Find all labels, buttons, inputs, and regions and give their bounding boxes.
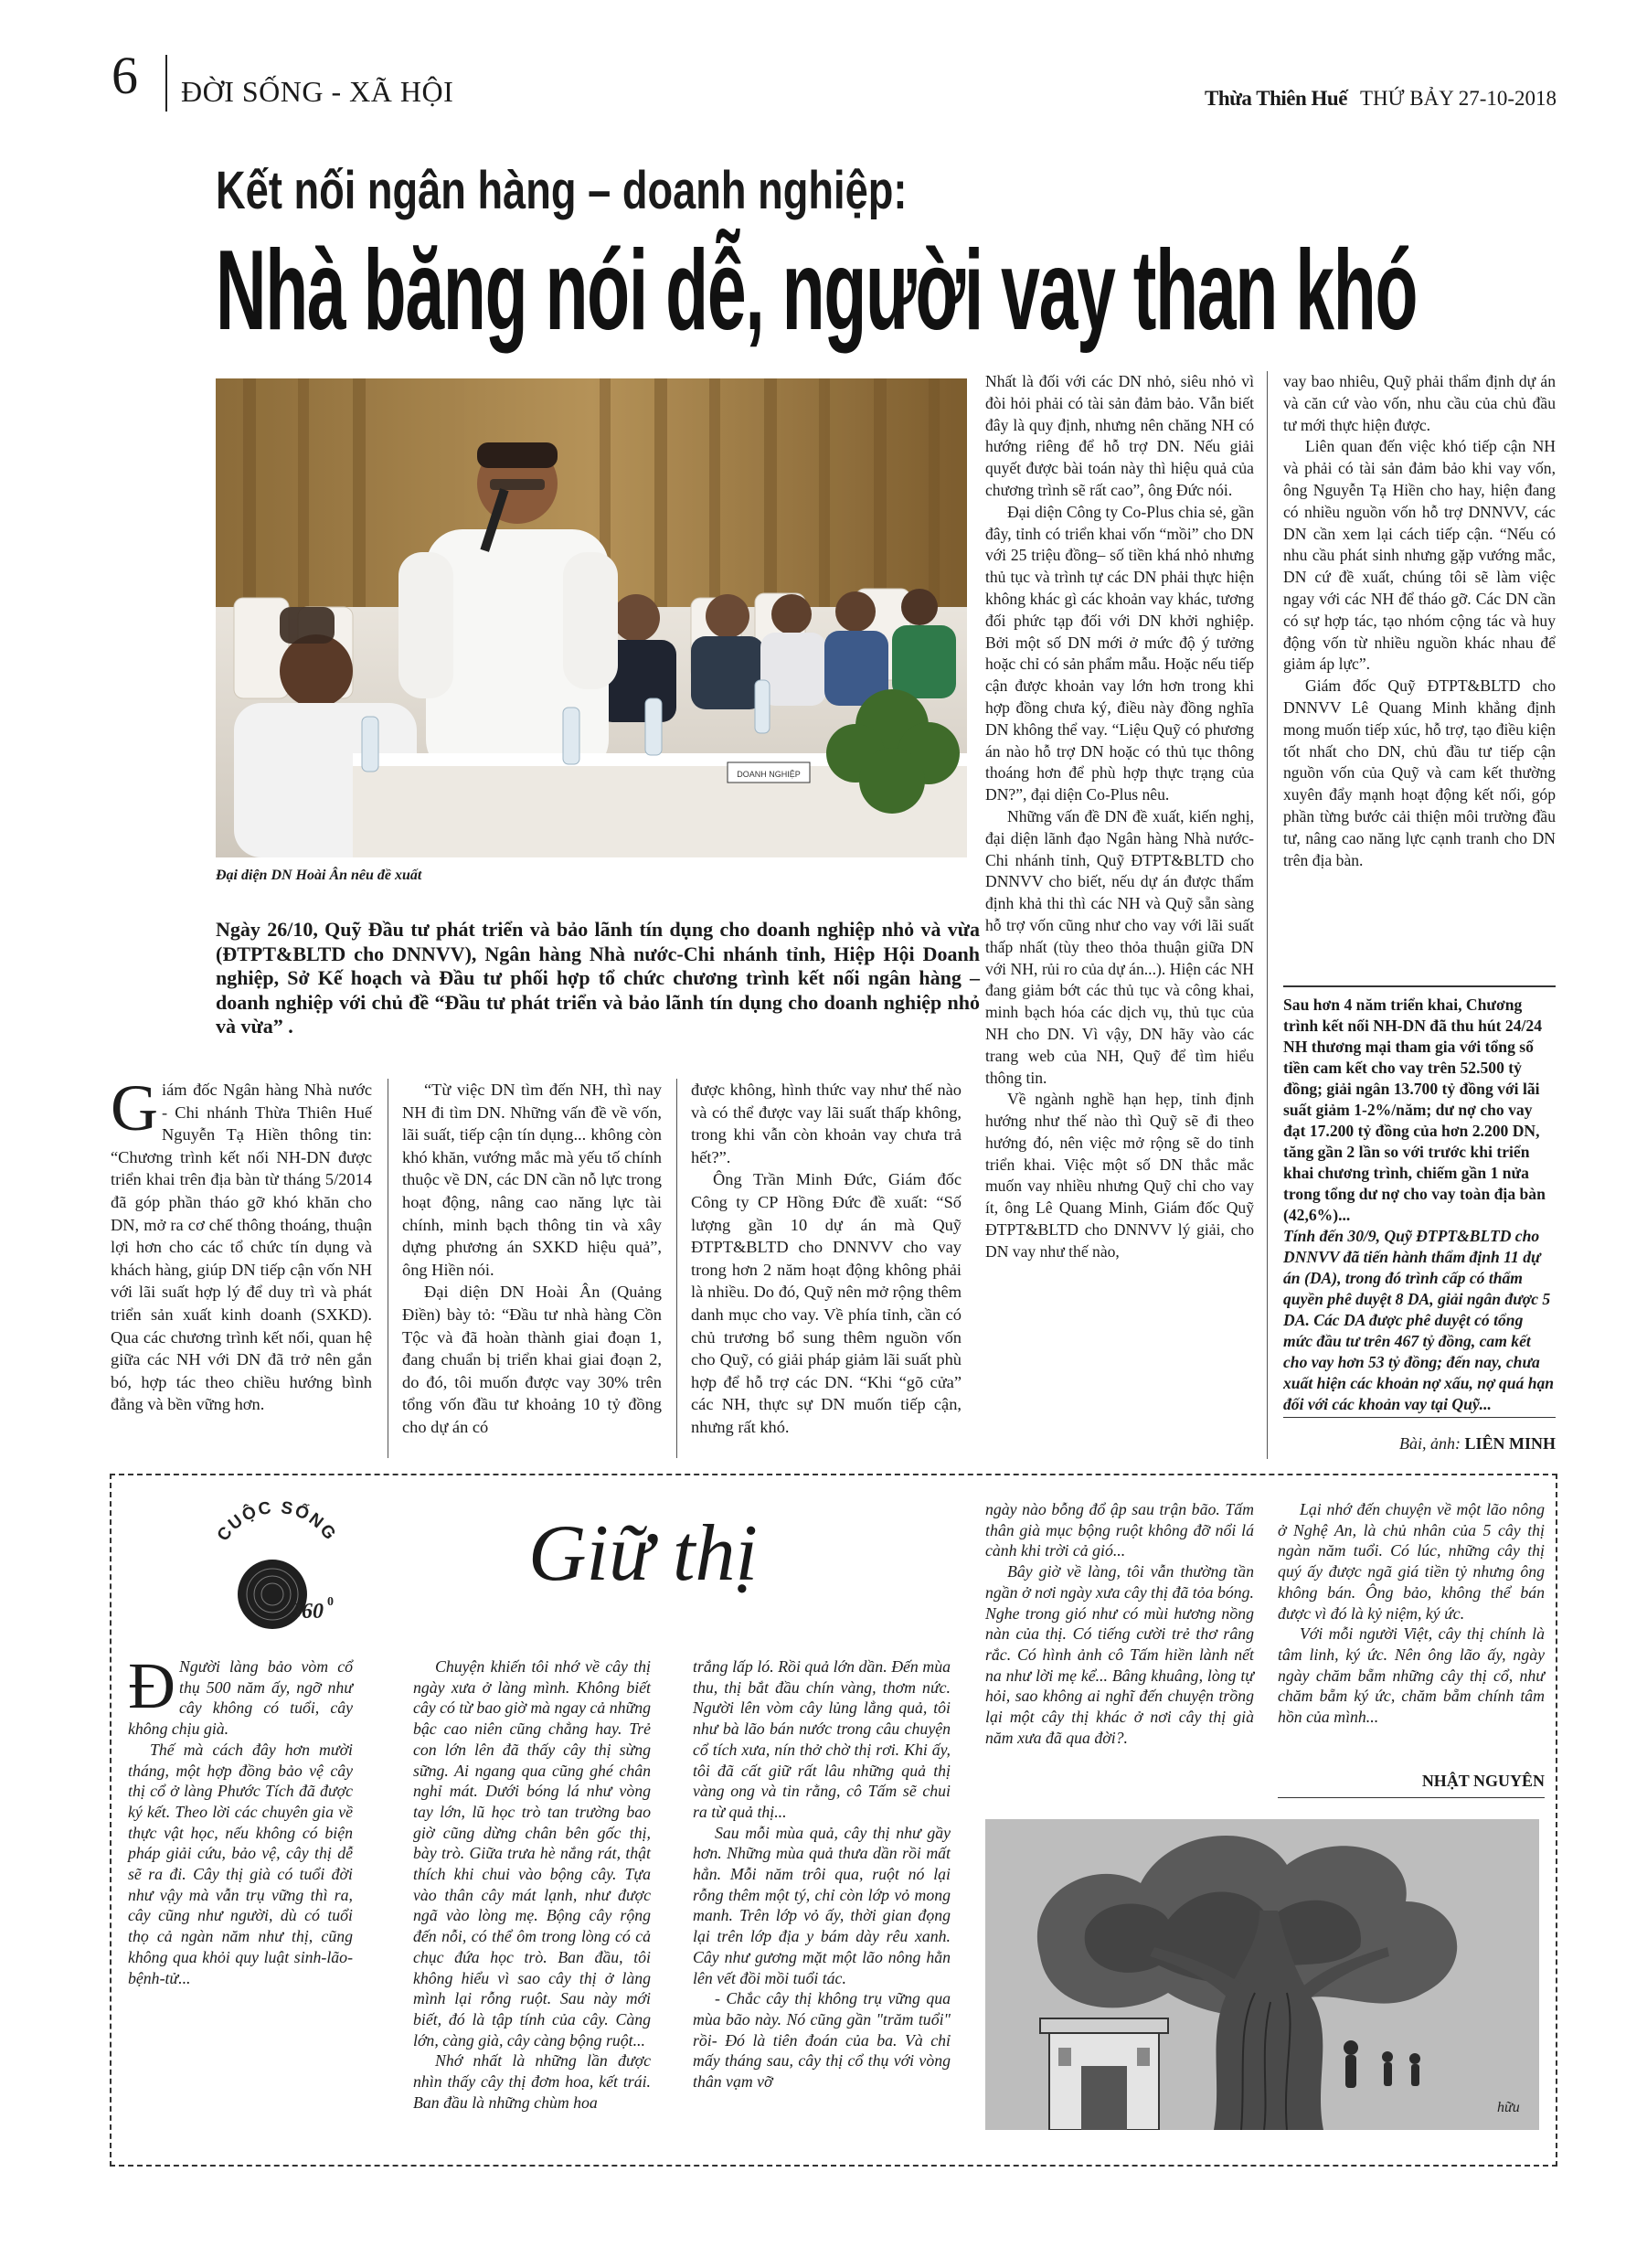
cuoc-song-360-logo <box>199 1499 355 1636</box>
paragraph: Về ngành nghề hạn hẹp, tỉnh định hướng như thế nào thì Quỹ sẽ đi theo hướng đó, nên việc mở rộng sẽ do tỉnh triển khai. Việc một số DN thắc mắc muốn vay nhiều nhưng Quỹ chỉ cho vay ít, ông Lê Quang Minh, Giám đốc Quỹ ĐTPT&BLTD cho DNNVV lý giải, cho DN vay như thế nào, <box>985 1090 1254 1261</box>
article-column-2 <box>402 1079 662 1439</box>
feature-byline-rule <box>1278 1797 1545 1798</box>
logo-text: CUỘC SỐNG <box>213 1499 341 1545</box>
stats-paragraph: Tính đến 30/9, Quỹ ĐTPT&BLTD cho DNNVV đã tiến hành thẩm định 11 dự án (DA), trong đó trình cấp có thẩm quyền phê duyệt 8 DA, giải ngân được 5 DA. Các DA được phê duyệt có tổng mức đầu tư trên 467 tỷ đồng, cam kết cho vay hơn 53 tỷ đồng; đến nay, chưa xuất hiện các khoản nợ xấu, nợ quá hạn đối với các khoản vay tại Quỹ... <box>1283 1227 1555 1413</box>
box-bottom-rule <box>1283 1417 1556 1418</box>
paragraph: Nhất là đối với các DN nhỏ, siêu nhỏ vì đòi hỏi phải có tài sản đảm bảo. Vẫn biết đây là quy định, nhưng nên chăng NH có hướng riêng để hỗ trợ DN. Nếu giải quyết được bài toán này thì hiệu quả của chương trình sẽ rất cao”, ông Đức nói. <box>985 372 1254 499</box>
feature-column-5 <box>1278 1499 1545 1728</box>
paragraph: iám đốc Ngân hàng Nhà nước - Chi nhánh Thừa Thiên Huế Nguyễn Tạ Hiền thông tin: “Chương trình kết nối NH-DN được triển khai trên địa bàn từ tháng 5/2014 đã góp phần tháo gỡ khó khăn cho DN, mở ra cơ chế thông thoáng, thuận lợi hơn cho các tổ chức tín dụng và khách hàng, giúp DN tiếp cận vốn NH với lãi suất hợp lý để duy trì và phát triển sản xuất kinh doanh (SXKD). Qua các chương trình kết nối, quan hệ giữa các NH với DN đã trở nên gắn bó, hợp tác theo chiều hướng bình đẳng và bền vững hơn. <box>111 1081 372 1414</box>
article-photo <box>216 378 967 857</box>
byline <box>1283 1433 1556 1453</box>
paragraph: vay bao nhiêu, Quỹ phải thẩm định dự án và căn cứ vào vốn, nhu cầu của chủ đầu tư mới thực hiện được. <box>1283 372 1556 434</box>
paragraph: Sau mỗi mùa quả, cây thị như gầy hơn. Những mùa quả thưa dần rồi mất hẳn. Mỗi năm trôi qua, ruột nó lại rỗng thêm một tý, chỉ còn lớp vỏ mong manh. Trên lớp vỏ ấy, thời gian đọng lại trên lớp địa y bám dày rêu xanh. Cây như gương mặt một lão nông hằn lên vết đồi mồi tuổi tác. <box>693 1823 951 1987</box>
paragraph: Ông Trần Minh Đức, Giám đốc Công ty CP Hồng Đức đề xuất: “Số lượng gần 10 dự án mà Quỹ ĐTPT&BLTD cho DNNVV cho vay trong hơn 2 năm hoạt động không phải là nhiều. Do đó, Quỹ nên mở rộng thêm danh mục cho vay. Về phía tỉnh, cần có chủ trương bổ sung thêm nguồn vốn cho Quỹ, có giải pháp giảm lãi suất phù hợp để hỗ trợ các DN. “Khi “gõ cửa” các NH, thực sự DN muốn tiếp cận, nhưng rất khó. <box>691 1170 962 1436</box>
paragraph: Thế mà cách đây hơn mười tháng, một hợp đồng bảo vệ cây thị cổ ở làng Phước Tích đã được ký kết. Theo lời các chuyên gia về thực vật học, nếu không có biện pháp giải cứu, bảo vệ, cây thị dễ sẽ ra đi. Cây thị già có tuổi đời như vậy mà vẫn trụ vững thì ra, cây cũng như người, dù có tuổi thọ cả ngàn năm như thị, cũng không qua khỏi quy luật sinh-lão-bệnh-tử... <box>128 1740 353 1987</box>
article-column-5 <box>1283 371 1556 871</box>
article-column-3 <box>691 1079 962 1439</box>
feature-column-3 <box>693 1656 951 2092</box>
paragraph: Những vấn đề DN đề xuất, kiến nghị, đại diện lãnh đạo Ngân hàng Nhà nước-Chi nhánh tỉnh, Quỹ ĐTPT&BLTD cho DNNVV cho biết, nếu dự án được thẩm định khả thi thì các NH và Quỹ sẵn sàng hỗ trợ vốn cũng như cho vay với lãi suất thấp nhất (tùy theo thỏa thuận giữa DN với NH, rủi ro của dự án...). Hiện các NH đang giảm bớt các thủ tục và công khai, minh bạch hóa các dịch vụ, thủ tục của NH cho DN. Vì vậy, DN hãy vào các trang web của NH, Quỹ để tìm hiểu thông tin. <box>985 806 1254 1087</box>
byline-label: Bài, ảnh: <box>1398 1434 1461 1453</box>
article-column-1 <box>111 1071 372 1416</box>
byline-name: LIÊN MINH <box>1464 1434 1556 1453</box>
paragraph: được không, hình thức vay như thế nào và có thể được vay lãi suất thấp không, trong khi vẫn còn khoản vay chưa trả hết?”. <box>691 1081 962 1166</box>
page-number: 6 <box>112 46 138 105</box>
paragraph: - Chắc cây thị không trụ vững qua mùa bão này. Nó cũng gần "trăm tuổi" rồi- Đó là tiên đoán của ba. Và chỉ mấy tháng sau, cây thị cổ thụ với vòng thân vạm vỡ <box>693 1989 951 2092</box>
issue-date: THỨ BẢY 27-10-2018 <box>1360 87 1557 110</box>
article-lead: Ngày 26/10, Quỹ Đầu tư phát triển và bảo lãnh tín dụng cho doanh nghiệp nhỏ và vừa (ĐTPT&BLTD cho DNNVV), Ngân hàng Nhà nước-Chi nhánh tỉnh, Hiệp Hội Doanh nghiệp, Sở Kế hoạch và Đầu tư phối hợp tổ chức chương trình kết nối ngân hàng – doanh nghiệp với chủ đề “Đầu tư phát triển và bảo lãnh tín dụng cho doanh nghiệp nhỏ và vừa” . <box>216 918 980 1038</box>
column-rule <box>1267 371 1268 1459</box>
logo-degree: 0 <box>327 1595 334 1609</box>
paragraph: Nhớ nhất là những lần được nhìn thấy cây thị đơm hoa, kết trái. Ban đầu là những chùm hoa <box>413 2051 651 2112</box>
feature-column-4 <box>985 1499 1254 1748</box>
dropcap: Đ <box>128 1649 175 1722</box>
paragraph: Bây giờ về làng, tôi vẫn thường tần ngần ở nơi ngày xưa cây thị đã tỏa bóng. Nghe trong gió như có mùi hương nồng nàn của thị. Có tiếng cười trẻ thơ râng rắc. Có hình ảnh cô Tấm hiền lành nết na như lời mẹ kể... Bâng khuâng, lòng tự hỏi, sao không ai nghĩ đến chuyện trồng lại một cây thị khác ở nơi cây thị già năm xưa đã qua đời?. <box>985 1562 1254 1747</box>
paragraph: trắng lấp ló. Rồi quả lớn dần. Đến mùa thu, thị bắt đầu chín vàng, thơm nức. Người lên vòm cây lủng lẳng quả, tôi như bà lão bán nước trong câu chuyện cổ tích xưa, nín thở chờ thị rơi. Khi ấy, tôi đã cất giữ rất lâu những quả thị vàng ong và tin rằng, cô Tấm sẽ chui ra từ quả thị... <box>693 1657 951 1821</box>
paragraph: Đại diện Công ty Co-Plus chia sẻ, gần đây, tỉnh có triển khai vốn “mồi” cho DN với 25 triệu đồng– số tiền khá nhỏ nhưng thủ tục và trình tự các DN phải thực hiện không khác gì các khoản vay khác, tương đối phức tạp đối với DN khởi nghiệp. Bởi một số DN mới ở mức độ ý tưởng hoặc chỉ có sản phẩm mẫu. Hoặc nếu tiếp cận được khoản vay lớn hơn trong khi hợp đồng chưa ký, điều này đồng nghĩa DN không thể vay. “Liệu Quỹ có phương án nào hỗ trợ DN hoặc có thủ tục thông thoáng hơn để phù hợp thực trạng của DN?”, đại diện Co-Plus nêu. <box>985 502 1254 804</box>
paragraph: Người làng bảo vòm cổ thụ 500 năm ấy, ngỡ như cây không có tuổi, cây không chịu già. <box>128 1657 353 1739</box>
tree-illustration <box>985 1819 1539 2130</box>
paragraph: Đại diện DN Hoài Ân (Quảng Điền) bày tỏ: “Đầu tư nhà hàng Cồn Tộc và đã hoàn thành giai đoạn 1, đang chuẩn bị triển khai giai đoạn 2, do đó, tôi muốn được vay 30% trên tổng vốn đầu tư khoảng 10 tỷ đồng cho dự án có <box>402 1283 662 1436</box>
photo-graphic <box>216 378 967 857</box>
photo-nameplate: DOANH NGHIỆP <box>737 770 801 779</box>
photo-caption: Đại diện DN Hoài Ân nêu đề xuất <box>216 868 422 883</box>
feature-byline: NHẬT NGUYÊN <box>1421 1772 1545 1790</box>
paragraph: Liên quan đến việc khó tiếp cận NH và phải có tài sản đảm bảo khi vay vốn, ông Nguyễn Tạ Hiền cho hay, hiện đang có nhiều nguồn vốn hỗ trợ DNNVV, các DN cần xem lại cách tiếp cận. “Nếu có nhu cầu phát sinh nhưng gặp vướng mắc, DN cứ đề xuất, chúng tôi sẽ làm việc ngay với các NH để tháo gỡ. Các DN cần có sự hợp tác, tạo nhóm cộng tác và huy động vốn từ nhiều nguồn khác nhau để giảm áp lực”. <box>1283 437 1556 674</box>
paragraph: Lại nhớ đến chuyện về một lão nông ở Nghệ An, là chủ nhân của 5 cây thị ngàn năm tuổi. Có lúc, những cây thị quý ấy được ngã giá tiền tỷ nhưng ông không bán. Ông bảo, không thể bán được vì đó là kỷ niệm, ký ức. <box>1278 1500 1545 1623</box>
paragraph: Với mỗi người Việt, cây thị chính là tâm linh, ký ức. Nên ông lão ấy, ngày ngày chăm bẵm những cây thị cổ, như chăm bẵm ký ức, chăm bẵm chính tâm hồn của mình... <box>1278 1624 1545 1727</box>
logo-number: 360 <box>291 1600 324 1624</box>
section-title: ĐỜI SỐNG - XÃ HỘI <box>181 75 454 108</box>
box-top-rule <box>1283 985 1556 987</box>
stats-paragraph: Sau hơn 4 năm triển khai, Chương trình kết nối NH-DN đã thu hút 24/24 NH thương mại tham gia với tổng số tiền cam kết cho vay trên 52.500 tỷ đồng; giải ngân 13.700 tỷ đồng với lãi suất giảm 1-2%/năm; dư nợ cho vay đạt 17.200 tỷ đồng của hơn 2.200 DN, tăng gần 2 lần so với trước khi triển khai chương trình, chiếm gần 1 nửa trong tổng dư nợ cho vay toàn địa bàn (42,6%)... <box>1283 996 1546 1224</box>
svg-text:CUỘC SỐNG <box>214 1499 340 1545</box>
illustration-signature: hữu <box>1497 2100 1520 2115</box>
feature-title: Giữ thị <box>528 1509 758 1598</box>
header-divider <box>165 55 167 112</box>
publication-name: Thừa Thiên Huế <box>1205 87 1347 110</box>
paragraph: Chuyện khiến tôi nhớ về cây thị ngày xưa ở làng mình. Không biết cây có từ bao giờ mà ngay cả những bậc cao niên cũng chẳng hay. Trẻ con lớn lên đã thấy cây thị sừng sững. Ai ngang qua cũng ghé chân nghỉ mát. Dưới bóng lá như vòng tay lớn, lũ học trò tan trường bao giờ cũng dừng chân bên gốc thị, bày trò. Giữa trưa hè nắng rát, thật thích khi chui vào bộng cây. Tựa vào thân cây mát lạnh, như được ngã vào lòng mẹ. Bộng cây rộng đến nỗi, có thể ôm trong lòng có cả chục đứa học trò. Ban đầu, tôi không hiểu vì sao cây thị ở làng mình lại rỗng ruột. Sau này mới biết, đó là tập tính của cây. Càng lớn, càng già, cây càng bộng ruột... <box>413 1657 651 2050</box>
article-kicker: Kết nối ngân hàng – doanh nghiệp: <box>216 161 908 220</box>
article-column-4 <box>985 371 1254 1263</box>
stats-box <box>1283 995 1556 1415</box>
feature-column-2 <box>413 1656 651 2113</box>
dropcap: G <box>111 1071 158 1145</box>
article-headline: Nhà băng nói dễ, người vay than khó <box>216 228 1418 354</box>
feature-column-1 <box>128 1649 353 1988</box>
paragraph: Giám đốc Quỹ ĐTPT&BLTD cho DNNVV Lê Quang Minh khẳng định mong muốn tiếp xúc, hỗ trợ, tạo điều kiện tốt nhất cho DN, chủ đầu tư tiếp cận nguồn vốn của Quỹ và cam kết thường xuyên đẩy mạnh hoạt động kết nối, góp phần từng bước cải thiện môi trường đầu tư, nâng cao năng lực cạnh tranh cho DN trên địa bàn. <box>1283 676 1556 869</box>
paragraph: “Từ việc DN tìm đến NH, thì nay NH đi tìm DN. Những vấn đề về vốn, lãi suất, tiếp cận tín dụng... không còn khó khăn, vướng mắc mà yếu tố chính thuộc về DN, các DN cần nỗ lực trong hoạt động, nâng cao năng lực tài chính, minh bạch thông tin và xây dựng phương án SXKD hiệu quả”, ông Hiền nói. <box>402 1081 662 1279</box>
paragraph: ngày nào bỗng đổ ập sau trận bão. Tấm thân già mục bộng ruột không đỡ nổi lá cành khi trời cả gió... <box>985 1500 1254 1560</box>
column-rule <box>676 1079 677 1458</box>
